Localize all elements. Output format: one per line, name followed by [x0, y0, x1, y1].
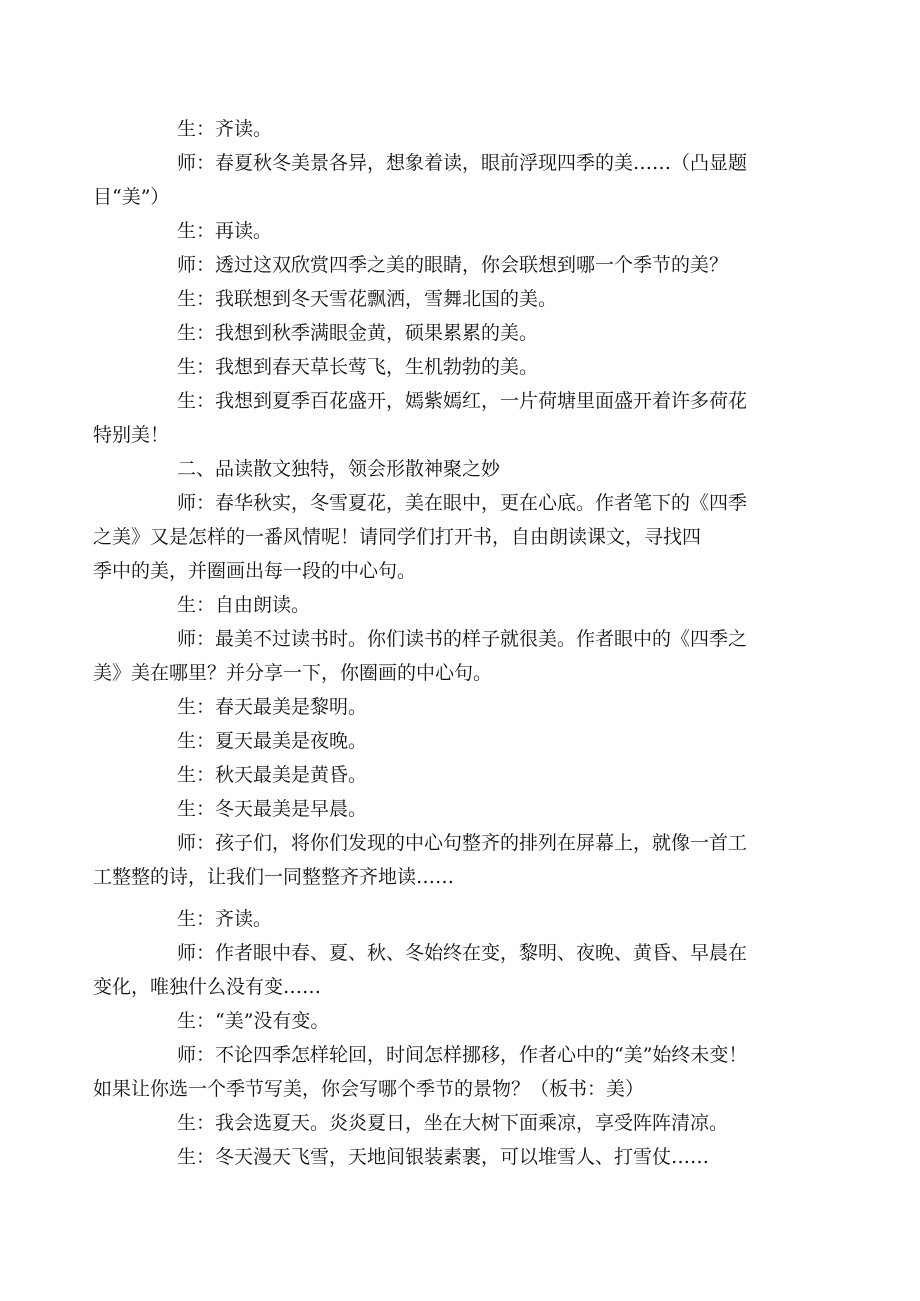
paragraph — [135, 690, 785, 724]
text-line: 生：齐读。 — [177, 118, 273, 140]
text-line: 生：秋天最美是黄昏。 — [177, 764, 368, 786]
paragraph — [135, 588, 785, 622]
text-line: 生：我想到夏季百花盛开，嫣紫嫣红，一片荷塘里面盛开着许多荷花 — [177, 390, 748, 412]
text-line: 生：冬天最美是早晨。 — [177, 798, 368, 820]
paragraph — [135, 792, 785, 826]
paragraph — [93, 384, 785, 452]
text-line: 师：作者眼中春、夏、秋、冬始终在变，黎明、夜晚、黄昏、早晨在 — [177, 942, 748, 964]
document-page — [93, 112, 785, 1174]
text-line: 工整整的诗，让我们一同整整齐齐地读…… — [93, 866, 455, 888]
spacer — [135, 894, 785, 902]
paragraph — [93, 146, 785, 214]
text-line: 师：透过这双欣赏四季之美的眼睛，你会联想到哪一个季节的美？ — [177, 254, 729, 276]
text-line: 师：春华秋实，冬雪夏花，美在眼中，更在心底。作者笔下的《四季 — [177, 492, 748, 514]
text-line: 师：不论四季怎样轮回，时间怎样挪移，作者心中的“美”始终未变！ — [177, 1044, 748, 1066]
text-line: 师：孩子们，将你们发现的中心句整齐的排列在屏幕上，就像一首工 — [177, 832, 748, 854]
paragraph — [93, 486, 785, 588]
paragraph — [93, 1038, 785, 1106]
text-line: 师：春夏秋冬美景各异，想象着读，眼前浮现四季的美……（凸显题 — [177, 152, 748, 174]
paragraph — [135, 214, 785, 248]
text-line: 生：冬天漫天飞雪，天地间银装素裹，可以堆雪人、打雪仗…… — [177, 1146, 710, 1168]
text-line: 生：夏天最美是夜晚。 — [177, 730, 368, 752]
text-line: 生：我联想到冬天雪花飘洒，雪舞北国的美。 — [177, 288, 558, 310]
text-line: 生：春天最美是黎明。 — [177, 696, 368, 718]
text-line: 生：再读。 — [177, 220, 273, 242]
text-line: 如果让你选一个季节写美，你会写哪个季节的景物？（板书：美） — [93, 1078, 645, 1100]
text-line: 季中的美，并圈画出每一段的中心句。 — [93, 560, 417, 582]
paragraph — [135, 316, 785, 350]
text-line: 变化，唯独什么没有变…… — [93, 976, 322, 998]
text-line: 生：我会选夏天。炎炎夏日，坐在大树下面乘凉，享受阵阵清凉。 — [177, 1112, 729, 1134]
text-line: 美》美在哪里？并分享一下，你圈画的中心句。 — [93, 662, 493, 684]
paragraph — [135, 350, 785, 384]
text-line: 二、品读散文独特，领会形散神聚之妙 — [177, 458, 501, 480]
text-line: 生：“美”没有变。 — [177, 1010, 330, 1032]
text-line: 生：自由朗读。 — [177, 594, 311, 616]
text-line: 之美》又是怎样的一番风情呢！请同学们打开书，自由朗读课文，寻找四 — [93, 526, 702, 548]
paragraph — [93, 826, 785, 894]
text-line: 生：齐读。 — [177, 908, 273, 930]
paragraph — [135, 1106, 785, 1140]
paragraph — [135, 724, 785, 758]
text-line: 特别美！ — [93, 424, 170, 446]
paragraph — [135, 1140, 785, 1174]
paragraph — [135, 248, 785, 282]
text-line: 生：我想到秋季满眼金黄，硕果累累的美。 — [177, 322, 539, 344]
text-line: 师：最美不过读书时。你们读书的样子就很美。作者眼中的《四季之 — [177, 628, 748, 650]
paragraph — [135, 112, 785, 146]
section-heading — [135, 452, 785, 486]
paragraph — [135, 282, 785, 316]
text-line: 目“美”） — [93, 186, 170, 208]
paragraph — [135, 1004, 785, 1038]
paragraph — [135, 758, 785, 792]
paragraph — [93, 936, 785, 1004]
paragraph — [135, 902, 785, 936]
paragraph — [93, 622, 785, 690]
text-line: 生：我想到春天草长莺飞，生机勃勃的美。 — [177, 356, 539, 378]
